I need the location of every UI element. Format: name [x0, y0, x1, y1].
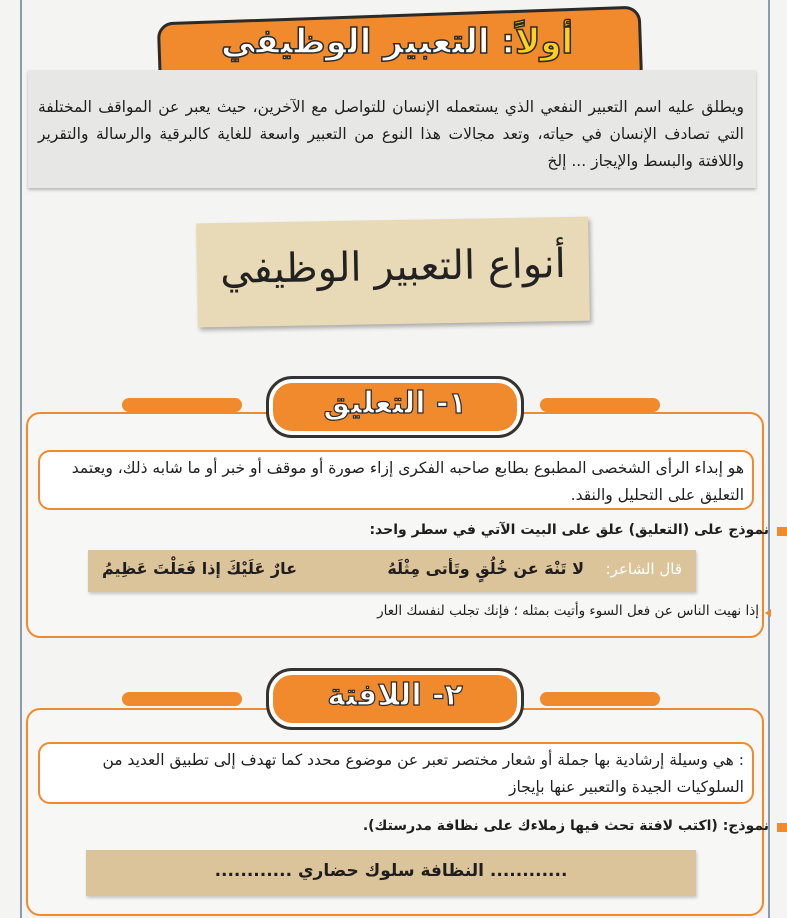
section2-example-label: نموذج: (اكتب لافتة تحث فيها زملاءك على نظافة مدرستك).: [362, 818, 769, 834]
intro-text: ويطلق عليه اسم التعبير النفعي الذي يستعمله الإنسان للتواصل مع الآخرين، حيث يعبر عن المواقف المختلفة التي تصادف الإنسان في حياته، وتعد مجالات هذا النوع من التعبير واسعة للغاية كالبرقية والرسالة والتقرير واللافتة والبسط والإيجاز ... إلخ: [38, 98, 744, 170]
types-title-card: [196, 217, 590, 328]
section2-title-pill: [266, 668, 524, 730]
banner-title-rest: : التعبير الوظيفي: [220, 22, 516, 62]
banner-title: [158, 22, 636, 62]
banner-title-first: أولاً: [515, 22, 574, 62]
section1-definition: هو إبداء الرأى الشخصى المطبوع بطابع صاحبه الفكرى إزاء صورة أو موقف أو خبر أو ما شابه ذلك، ويعتمد التعليق على التحليل والنقد.: [38, 450, 754, 510]
section1-example-label: نموذج على (التعليق) علق على البيت الآتي في سطر واحد:: [369, 522, 769, 538]
section1-title: ١- التعليق: [323, 386, 467, 421]
section2-title: ٢- اللافتة: [327, 678, 463, 713]
frame-line-right: [768, 0, 770, 918]
section1-answer: إذا نهيت الناس عن فعل السوء وأتيت بمثله ؛ فإنك تجلب لنفسك العار: [377, 603, 759, 619]
frame-line-left: [20, 0, 22, 918]
section2-definition: : هي وسيلة إرشادية بها جملة أو شعار مختصر تعبر عن موضوع محدد كما تهدف إلى تطبيق العديد من السلوكيات الجيدة والتعبير عنها بإيجاز: [38, 742, 754, 804]
poet-label: قال الشاعر:: [605, 560, 682, 578]
sign-text: ............ النظافة سلوك حضاري ............: [214, 861, 568, 881]
verse-card: [88, 550, 696, 592]
types-title: أنواع التعبير الوظيفي: [219, 240, 567, 294]
section2-bar-left: [122, 692, 242, 706]
section1-title-pill: [266, 376, 524, 438]
sign-card: [86, 850, 696, 896]
verse-first-half: لا تَنْهَ عن خُلُقٍ وتَأتى مِثْلَهُ: [387, 559, 584, 578]
section1-bar-left: [122, 398, 242, 412]
verse-second-half: عارٌ عَلَيْكَ إذا فَعَلْتَ عَظِيمُ: [102, 559, 298, 578]
intro-paper: [28, 70, 756, 188]
section2-bar-right: [540, 692, 660, 706]
section1-bar-right: [540, 398, 660, 412]
